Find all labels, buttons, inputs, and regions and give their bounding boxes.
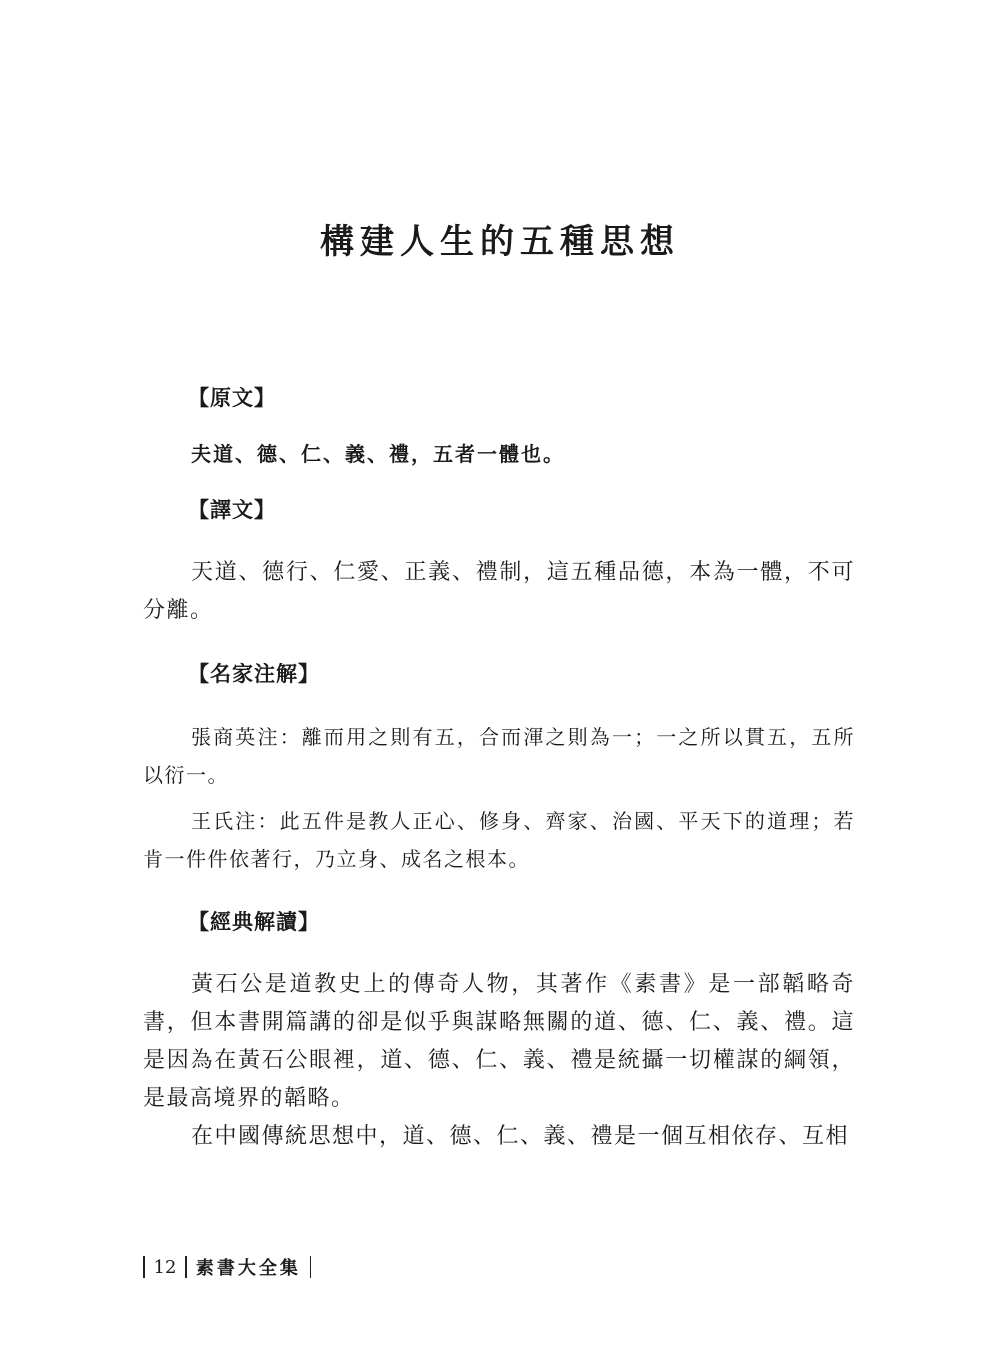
interpretation-paragraph: 在中國傳統思想中，道、德、仁、義、禮是一個互相依存、互相	[191, 1124, 850, 1149]
page-number: 12	[153, 1256, 177, 1278]
section-heading-interpretation: 【經典解讀】	[188, 910, 320, 934]
section-heading-annotations: 【名家注解】	[188, 662, 320, 686]
chapter-title: 構建人生的五種思想	[320, 222, 680, 262]
translation-text: 天道、德行、仁愛、正義、禮制，這五種品德，本為一體，不可分離。	[143, 560, 855, 623]
section-heading-original: 【原文】	[188, 386, 276, 410]
annotation-note: 張商英注：離而用之則有五，合而渾之則為一；一之所以貫五，五所以衍一。	[143, 725, 855, 787]
page-content	[143, 380, 855, 1156]
section-heading-translation: 【譯文】	[188, 498, 276, 522]
annotation-note: 王氏注：此五件是教人正心、修身、齊家、治國、平天下的道理；若肯一件件依著行，乃立身、成名之根本。	[143, 809, 855, 871]
page-footer	[143, 1254, 311, 1280]
footer-divider	[310, 1256, 312, 1278]
running-book-title: 素書大全集	[195, 1258, 301, 1279]
interpretation-paragraph: 黃石公是道教史上的傳奇人物，其著作《素書》是一部韜略奇書，但本書開篇講的卻是似乎與謀略無關的道、德、仁、義、禮。這是因為在黃石公眼裡，道、德、仁、義、禮是統攝一切權謀的綱領，是最高境界的韜略。	[143, 972, 855, 1111]
original-text: 夫道、德、仁、義、禮，五者一體也。	[191, 442, 565, 466]
